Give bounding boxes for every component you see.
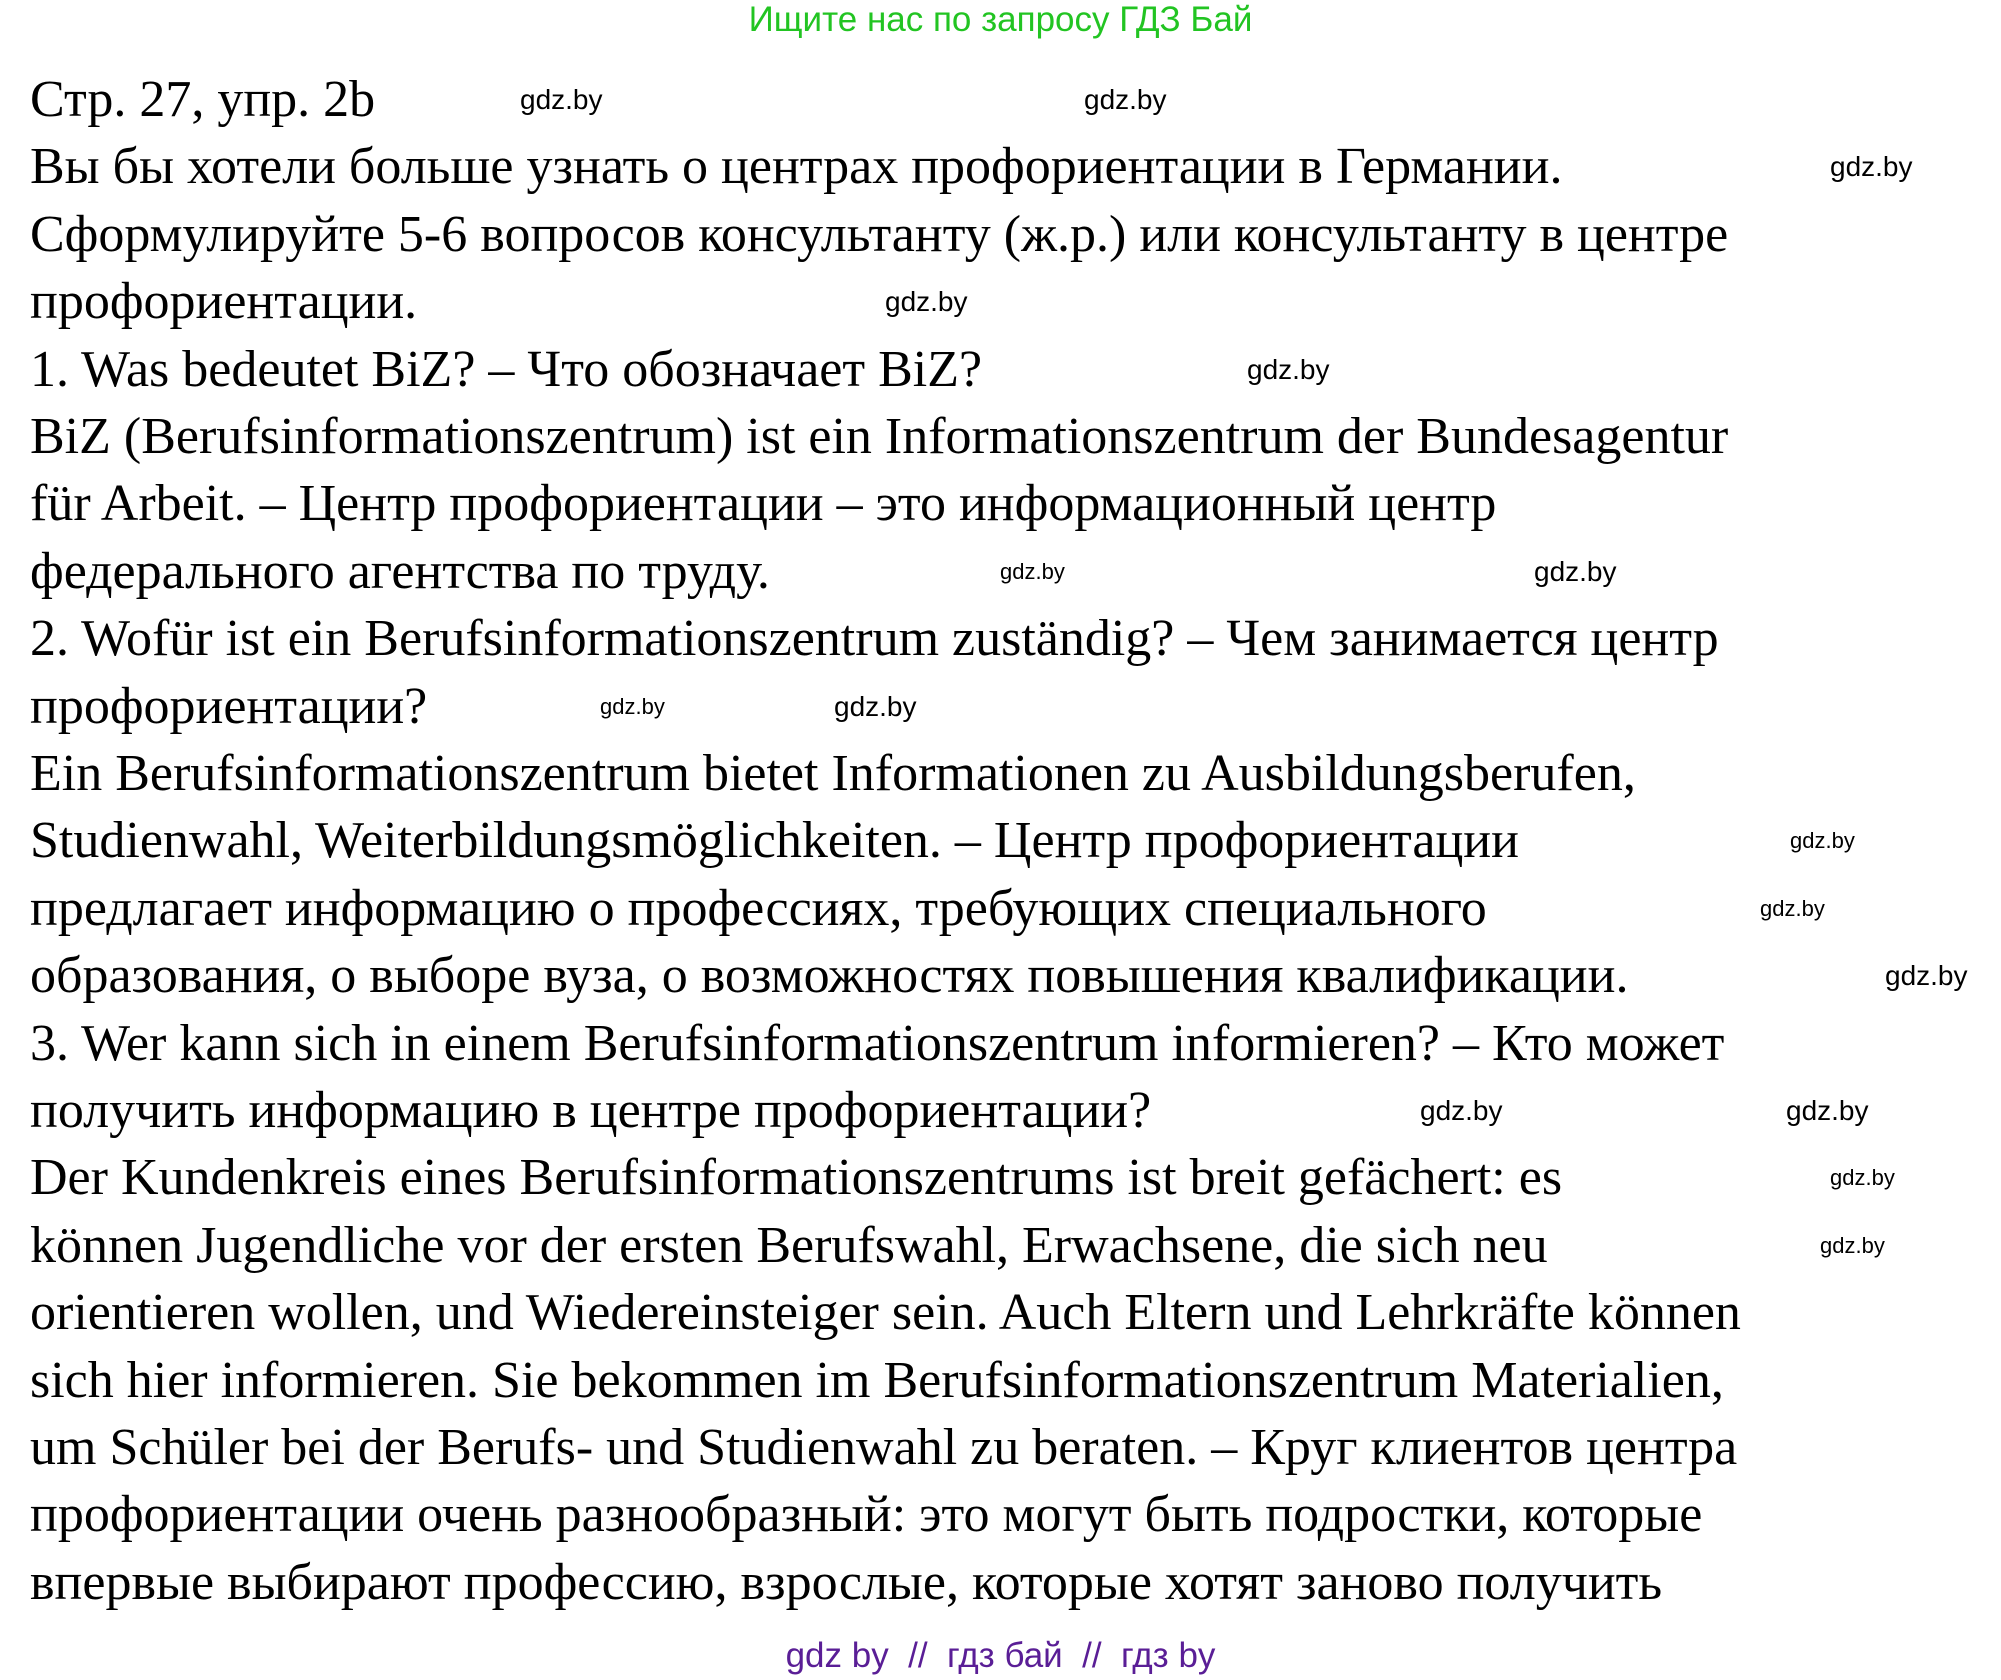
search-hint-banner: Ищите нас по запросу ГДЗ Бай xyxy=(748,0,1253,39)
text-line: профориентации. xyxy=(30,273,418,331)
gdz-watermark: gdz.by xyxy=(1830,151,1913,183)
text-line: впервые выбирают профессию, взрослые, которые хотят заново получить xyxy=(30,1553,1663,1611)
gdz-watermark: gdz.by xyxy=(1786,1095,1869,1126)
text-line: für Arbeit. – Центр профориентации – это информационный центр xyxy=(30,475,1497,533)
gdz-watermark: gdz.by xyxy=(1000,558,1065,584)
text-line: können Jugendliche vor der ersten Berufswahl, Erwachsene, die sich neu xyxy=(30,1216,1548,1274)
footer-watermark: gdz by // гдз бай // гдз by xyxy=(785,1636,1216,1675)
text-line: 1. Was bedeutet BiZ? – Что обозначает BiZ? xyxy=(30,340,983,398)
text-line: профориентации? xyxy=(30,677,428,735)
gdz-watermark: gdz.by xyxy=(1247,353,1330,385)
gdz-watermark: gdz.by xyxy=(1084,84,1167,115)
text-line: BiZ (Berufsinformationszentrum) ist ein Informationszentrum der Bundesagentur xyxy=(30,408,1729,465)
text-line: федерального агентства по труду. xyxy=(30,542,770,600)
gdz-watermark: gdz.by xyxy=(1534,555,1617,587)
text-line: профориентации очень разнообразный: это могут быть подростки, которые xyxy=(30,1486,1703,1544)
gdz-watermark: gdz.by xyxy=(1760,895,1825,921)
text-line: Ein Berufsinformationszentrum bietet Informationen zu Ausbildungsberufen, xyxy=(30,745,1636,802)
gdz-watermark: gdz.by xyxy=(834,690,917,722)
gdz-watermark: gdz.by xyxy=(1885,960,1968,992)
gdz-watermark: gdz.by xyxy=(520,84,603,115)
text-line: Studienwahl, Weiterbildungsmöglichkeiten. – Центр профориентации xyxy=(30,812,1519,870)
text-line: Der Kundenkreis eines Berufsinformationszentrums ist breit gefächert: es xyxy=(30,1149,1563,1207)
gdz-watermark: gdz.by xyxy=(1830,1165,1895,1191)
text-line: получить информацию в центре профориентации? xyxy=(30,1082,1152,1139)
gdz-watermark: gdz.by xyxy=(885,286,968,318)
exercise-title: Стр. 27, упр. 2b xyxy=(30,71,376,128)
text-line: образования, о выборе вуза, о возможностях повышения квалификации. xyxy=(30,947,1629,1005)
text-line: 3. Wer kann sich in einem Berufsinformationszentrum informieren? – Кто может xyxy=(30,1014,1725,1072)
text-line: um Schüler bei der Berufs- und Studienwahl zu beraten. – Круг клиентов центра xyxy=(30,1419,1738,1476)
text-line: sich hier informieren. Sie bekommen im Berufsinformationszentrum Materialien, xyxy=(30,1351,1724,1409)
text-line: Сформулируйте 5-6 вопросов консультанту (ж.р.) или консультанту в центре xyxy=(30,205,1729,263)
gdz-watermark: gdz.by xyxy=(1820,1232,1885,1258)
gdz-watermark: gdz.by xyxy=(600,693,665,719)
text-line: 2. Wofür ist ein Berufsinformationszentrum zuständig? – Чем занимается центр xyxy=(30,610,1719,668)
text-line: предлагает информацию о профессиях, требующих специального xyxy=(30,879,1487,937)
gdz-watermark: gdz.by xyxy=(1790,828,1855,854)
text-line: orientieren wollen, und Wiedereinsteiger sein. Auch Eltern und Lehrkräfte können xyxy=(30,1284,1741,1342)
text-line: Вы бы хотели больше узнать о центрах профориентации в Германии. xyxy=(30,138,1563,196)
gdz-watermark: gdz.by xyxy=(1420,1095,1503,1126)
